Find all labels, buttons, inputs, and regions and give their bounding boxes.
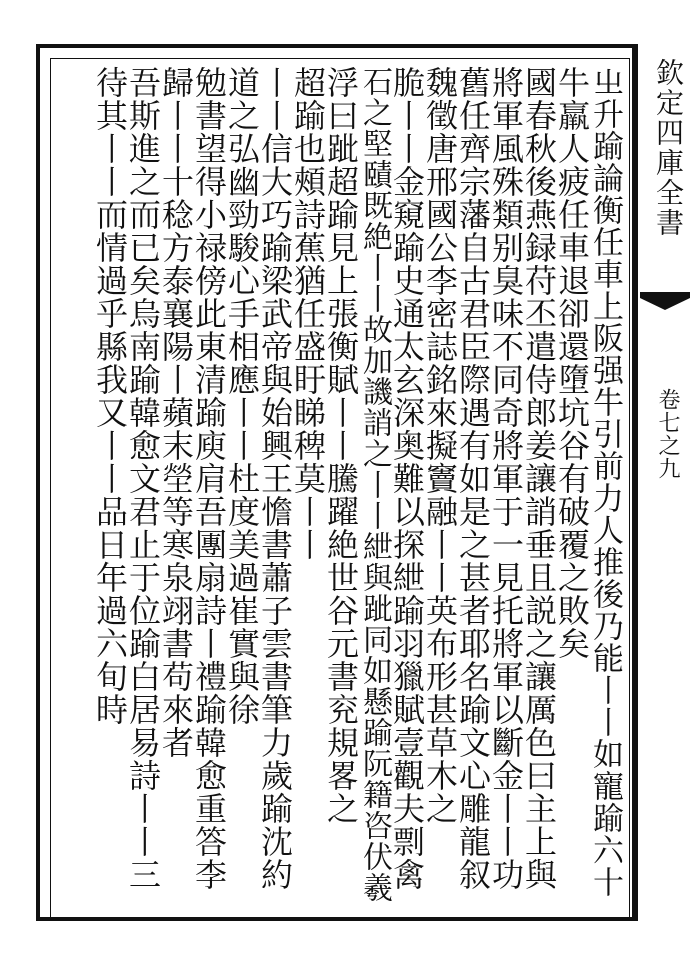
column-text: 歸丨丨十稔方泰襄陽丨蘋末塋等寒泉翊書苟來者 [157, 66, 195, 759]
column-text: 魏徵唐邢國公李密誌銘來擬竇融丨丨英布形甚草木之 [421, 66, 459, 825]
column-text: 牛羸人疲任車退卻還墮坑谷有破覆之敗矣 [553, 66, 591, 660]
column-text: 脆丨丨金窺踰史通太玄深奥難以探紲踰羽獵賦壹觀夫剽禽 [388, 66, 426, 891]
column-text: 道之弘幽勁駿心手相應丨丨杜度美過崔實與徐 [223, 66, 261, 726]
fishtail-mark [640, 292, 690, 312]
column-text: 勉書望得小禄傍此東清踰庾肩吾團扇詩丨禮踰韓愈重答李 [190, 66, 228, 891]
column-text: 超踰也頰詩蕉猶任盛盱睇稗莫丨丨 [289, 66, 327, 561]
column-text: 㞢升踰論衡任車上阪强牛引前力人推後乃能丨丨如寵踰六十 [587, 66, 623, 898]
column-text: 吾斯進之而已矣烏南踰韓愈文君止于位踰白居易詩丨丨三 [124, 66, 162, 891]
margin-volume: 卷七之九 [655, 388, 680, 480]
text-column [85, 66, 135, 912]
column-text: 丨丨信大巧踰梁武帝與始興王憺書蕭子雲書筆力歲踰沈約 [256, 66, 294, 891]
margin-divider [636, 44, 638, 921]
margin-title: 欽定四庫全書 [652, 58, 685, 238]
column-text: 石之堅賾既絶丨丨故加譏誚之丨丨紲與跐同如懸踰阮籍咨伏羲 [357, 66, 392, 903]
column-text: 舊任齊宗藩自古君臣際遇有如是之甚者耶名踰文心雕龍叙 [454, 66, 492, 891]
column-text: 將軍風殊類别臭味不同奇將軍于一見托將軍以斷金丨丨功 [487, 66, 525, 891]
column-text: 待其丨丨而情過乎縣我又丨丨品日年過六旬時 [91, 66, 129, 726]
column-text: 國春秋後燕録苻丕遣侍郎姜讓誚垂且説之讓厲色曰主上與 [520, 66, 558, 891]
column-text: 浮曰跐超踰見上張衡賦丨丨騰躍絶世谷元書兖規畧之 [322, 66, 360, 825]
